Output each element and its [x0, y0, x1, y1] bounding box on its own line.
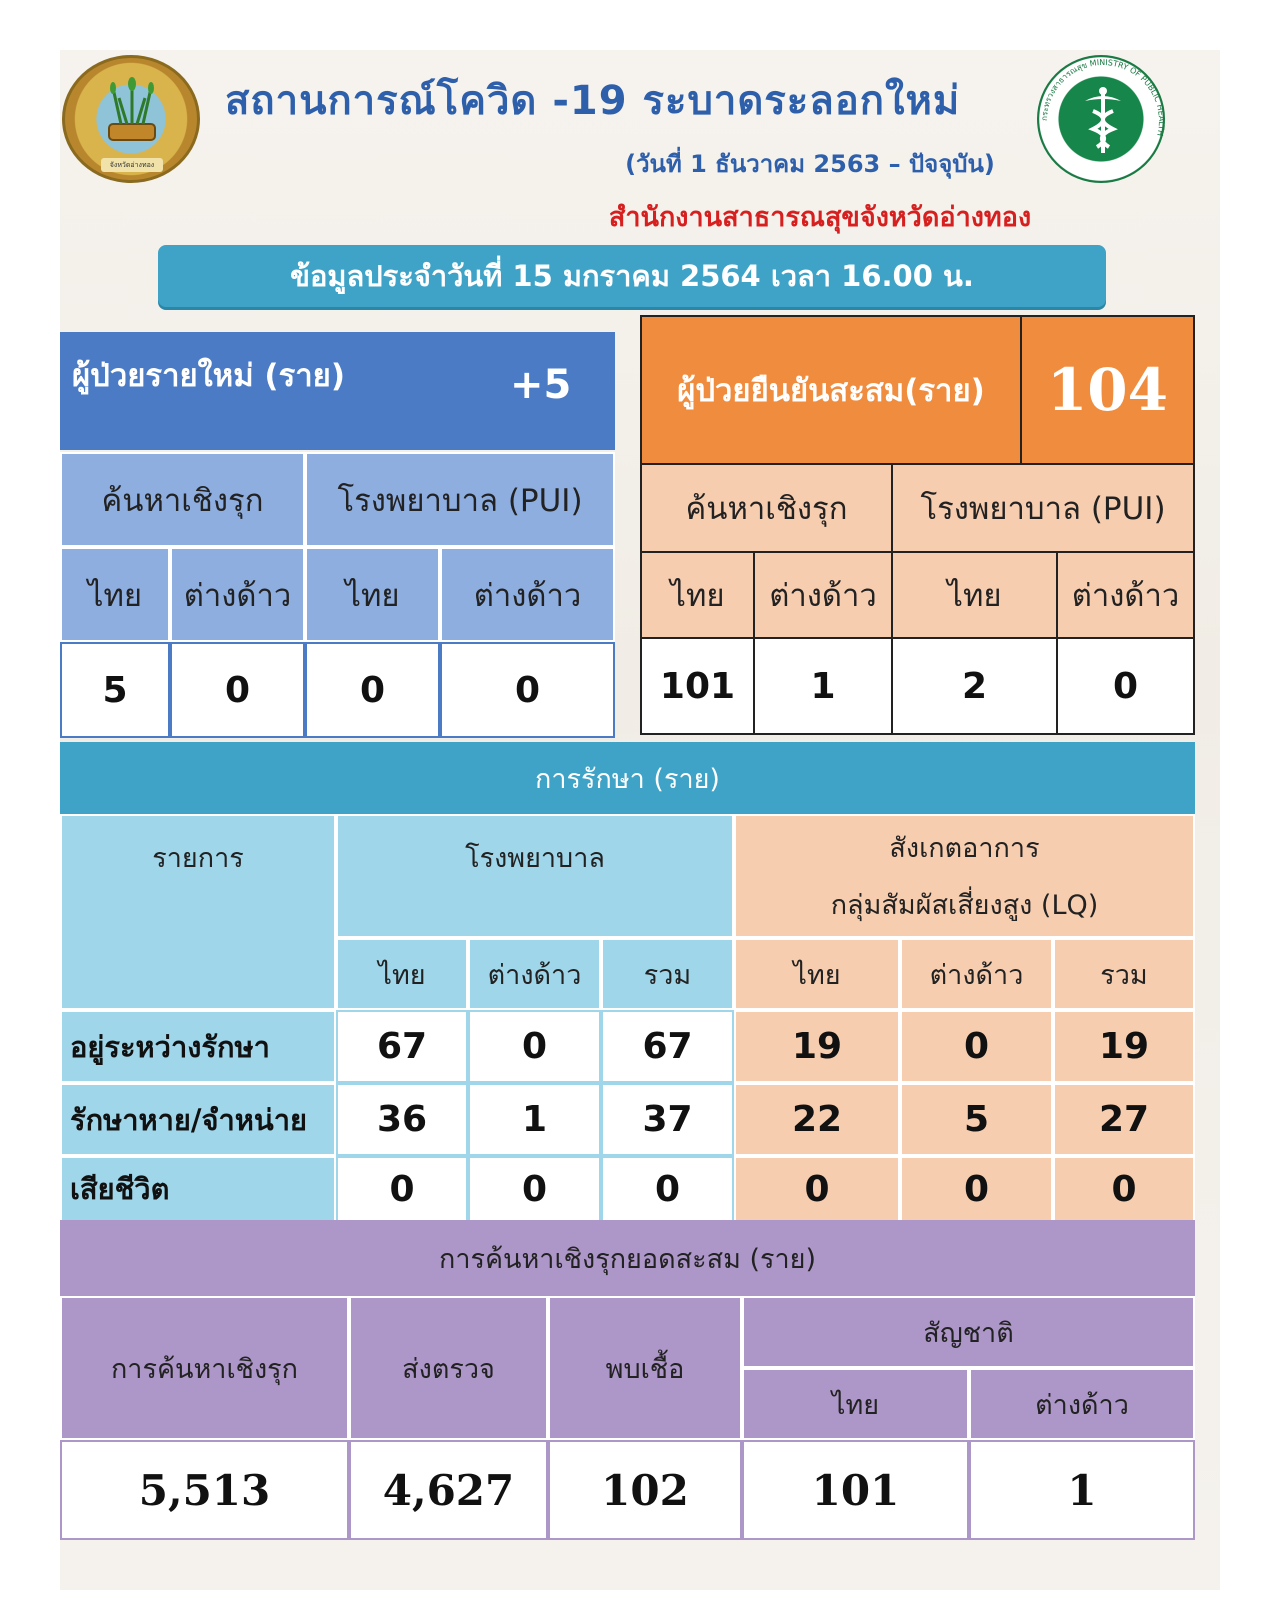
province-seal-logo — [62, 55, 200, 183]
new-cases-value-cell: 5 — [60, 642, 170, 738]
new-cases-group-hospital: โรงพยาบาล (PUI) — [305, 452, 615, 547]
treatment-section-title: การรักษา (ราย) — [60, 742, 1195, 814]
treatment-hospital-header: โรงพยาบาล — [336, 814, 734, 938]
organization-name: สำนักงานสาธารณสุขจังหวัดอ่างทอง — [608, 201, 1032, 233]
treatment-value-cell: 27 — [1053, 1083, 1195, 1156]
treatment-subheader: ไทย — [336, 938, 468, 1010]
treatment-value-cell: 36 — [336, 1083, 468, 1156]
treatment-value-cell: 0 — [468, 1156, 601, 1222]
proactive-section-title: การค้นหาเชิงรุกยอดสะสม (ราย) — [60, 1220, 1195, 1296]
treatment-row-label: รักษาหาย/จำหน่าย — [60, 1083, 336, 1156]
new-cases-group-proactive: ค้นหาเชิงรุก — [60, 452, 305, 547]
treatment-lq-header — [734, 814, 1195, 938]
svg-text:กระทรวงสาธารณสุข MINISTRY OF P: กระทรวงสาธารณสุข MINISTRY OF PUBLIC HEALTH — [1039, 57, 1167, 137]
treatment-value-cell: 0 — [468, 1010, 601, 1083]
ministry-of-public-health-logo — [1037, 55, 1165, 183]
cumulative-value-cell: 1 — [753, 637, 893, 735]
new-cases-value-cell: 0 — [170, 642, 305, 738]
treatment-value-cell: 19 — [1053, 1010, 1195, 1083]
treatment-value-cell: 67 — [336, 1010, 468, 1083]
treatment-subheader: ไทย — [734, 938, 900, 1010]
plant-emblem-icon — [99, 76, 165, 146]
cumulative-cases-value: 104 — [1020, 315, 1195, 465]
treatment-value-cell: 0 — [336, 1156, 468, 1222]
cumulative-cases-label: ผู้ป่วยยืนยันสะสม(ราย) — [640, 315, 1022, 465]
treatment-value-cell: 0 — [900, 1156, 1053, 1222]
treatment-item-header: รายการ — [60, 814, 336, 1010]
treatment-subheader: รวม — [1053, 938, 1195, 1010]
cumulative-subheader: ไทย — [891, 551, 1058, 639]
treatment-subheader: รวม — [601, 938, 734, 1010]
new-cases-value-cell: 0 — [305, 642, 440, 738]
cumulative-value-cell: 0 — [1056, 637, 1195, 735]
new-cases-subheader: ต่างด้าว — [170, 547, 305, 642]
proactive-value-found: 102 — [548, 1440, 742, 1540]
page-subtitle: (วันที่ 1 ธันวาคม 2563 – ปัจจุบัน) — [625, 149, 995, 178]
cumulative-group-proactive: ค้นหาเชิงรุก — [640, 463, 893, 553]
treatment-value-cell: 37 — [601, 1083, 734, 1156]
proactive-value-sent: 4,627 — [349, 1440, 548, 1540]
proactive-header-nationality: สัญชาติ — [742, 1296, 1195, 1368]
proactive-subheader-thai: ไทย — [742, 1368, 969, 1440]
treatment-row-label: เสียชีวิต — [60, 1156, 336, 1222]
cumulative-subheader: ไทย — [640, 551, 755, 639]
treatment-value-cell: 1 — [468, 1083, 601, 1156]
proactive-header-sent: ส่งตรวจ — [349, 1296, 548, 1440]
proactive-header-found: พบเชื้อ — [548, 1296, 742, 1440]
proactive-value-thai: 101 — [742, 1440, 969, 1540]
treatment-value-cell: 0 — [734, 1156, 900, 1222]
new-cases-value-cell: 0 — [440, 642, 615, 738]
treatment-lq-header-line1: สังเกตอาการ — [889, 833, 1040, 864]
cumulative-subheader: ต่างด้าว — [1056, 551, 1195, 639]
treatment-lq-header-line2: กลุ่มสัมผัสเสี่ยงสูง (LQ) — [830, 890, 1099, 921]
new-cases-label: ผู้ป่วยรายใหม่ (ราย) — [72, 358, 345, 394]
cumulative-value-cell: 2 — [891, 637, 1058, 735]
page-title: สถานการณ์โควิด -19 ระบาดระลอกใหม่ — [225, 78, 961, 124]
treatment-row-label: อยู่ระหว่างรักษา — [60, 1010, 336, 1083]
treatment-value-cell: 5 — [900, 1083, 1053, 1156]
treatment-subheader: ต่างด้าว — [468, 938, 601, 1010]
proactive-subheader-foreign: ต่างด้าว — [969, 1368, 1195, 1440]
province-seal-ribbon: จังหวัดอ่างทอง — [101, 158, 163, 172]
new-cases-header — [60, 332, 615, 450]
treatment-value-cell: 19 — [734, 1010, 900, 1083]
proactive-value-foreign: 1 — [969, 1440, 1195, 1540]
treatment-value-cell: 0 — [601, 1156, 734, 1222]
date-banner: ข้อมูลประจำวันที่ 15 มกราคม 2564 เวลา 16.00 น. — [158, 245, 1106, 307]
treatment-value-cell: 0 — [900, 1010, 1053, 1083]
cumulative-subheader: ต่างด้าว — [753, 551, 893, 639]
cumulative-group-hospital: โรงพยาบาล (PUI) — [891, 463, 1195, 553]
proactive-value-search: 5,513 — [60, 1440, 349, 1540]
new-cases-subheader: ไทย — [60, 547, 170, 642]
cumulative-value-cell: 101 — [640, 637, 755, 735]
new-cases-subheader: ต่างด้าว — [440, 547, 615, 642]
treatment-value-cell: 0 — [1053, 1156, 1195, 1222]
new-cases-value: +5 — [510, 362, 572, 408]
treatment-value-cell: 22 — [734, 1083, 900, 1156]
proactive-header-search: การค้นหาเชิงรุก — [60, 1296, 349, 1440]
new-cases-subheader: ไทย — [305, 547, 440, 642]
treatment-value-cell: 67 — [601, 1010, 734, 1083]
treatment-subheader: ต่างด้าว — [900, 938, 1053, 1010]
ministry-logo-ring-text — [1039, 57, 1167, 185]
